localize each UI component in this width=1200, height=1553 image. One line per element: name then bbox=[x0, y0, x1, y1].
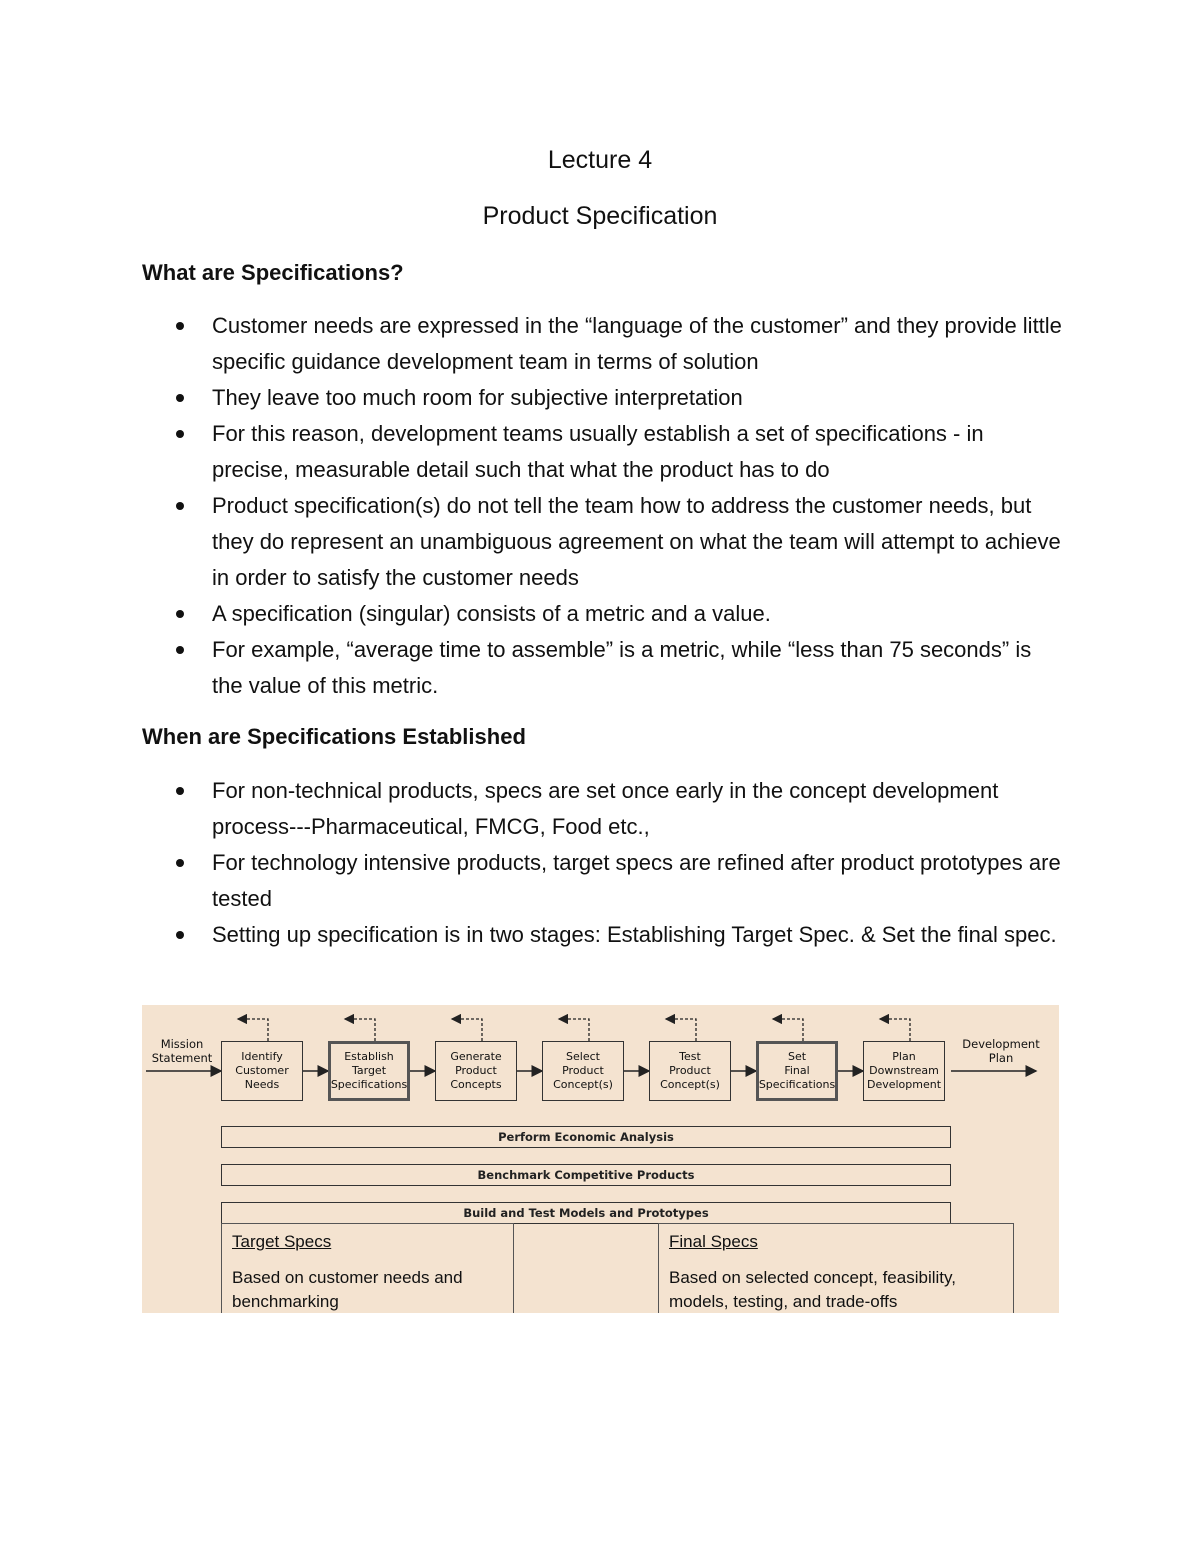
stage-generate-product-concepts: Generate Product Concepts bbox=[435, 1041, 517, 1101]
bullet-list-what bbox=[142, 308, 1062, 704]
bar-benchmark-products: Benchmark Competitive Products bbox=[221, 1164, 951, 1186]
lecture-title: Lecture 4 bbox=[547, 146, 653, 174]
target-specs-title: Target Specs bbox=[232, 1232, 332, 1251]
bullet-text: Setting up specification is in two stages: Establishing Target Spec. & Set the final spec. bbox=[212, 922, 1057, 947]
list-item bbox=[142, 917, 1062, 953]
list-item bbox=[142, 380, 1062, 416]
development-plan-label: Development Plan bbox=[962, 1037, 1040, 1065]
section-heading-what: What are Specifications? bbox=[142, 260, 404, 285]
stage-set-final-specifications: Set Final Specifications bbox=[756, 1041, 838, 1101]
target-specs-box bbox=[221, 1223, 514, 1313]
final-specs-title: Final Specs bbox=[669, 1232, 758, 1251]
stage-establish-target-specifications: Establish Target Specifications bbox=[328, 1041, 410, 1101]
list-item bbox=[142, 488, 1062, 596]
list-item bbox=[142, 416, 1062, 488]
bar-build-test-models: Build and Test Models and Prototypes bbox=[221, 1202, 951, 1224]
list-item bbox=[142, 308, 1062, 380]
stage-identify-customer-needs: Identify Customer Needs bbox=[221, 1041, 303, 1101]
bullet-text: For technology intensive products, target specs are refined after product prototypes are tested bbox=[212, 850, 1061, 911]
document-title: Product Specification bbox=[482, 202, 718, 230]
bullet-text: For this reason, development teams usually establish a set of specifications - in precise, measurable detail such that what the product has to do bbox=[212, 421, 984, 482]
stage-test-product-concepts: Test Product Concept(s) bbox=[649, 1041, 731, 1101]
bullet-list-when bbox=[142, 773, 1062, 953]
bullet-icon bbox=[176, 787, 184, 795]
bullet-icon bbox=[176, 610, 184, 618]
bullet-icon bbox=[176, 322, 184, 330]
bullet-icon bbox=[176, 394, 184, 402]
list-item bbox=[142, 632, 1062, 704]
bullet-text: They leave too much room for subjective interpretation bbox=[212, 385, 743, 410]
list-item bbox=[142, 773, 1062, 845]
bullet-icon bbox=[176, 859, 184, 867]
bullet-text: For example, “average time to assemble” is a metric, while “less than 75 seconds” is the value of this metric. bbox=[212, 637, 1032, 698]
list-item bbox=[142, 845, 1062, 917]
stage-select-product-concepts: Select Product Concept(s) bbox=[542, 1041, 624, 1101]
development-process-figure bbox=[142, 1005, 1059, 1313]
bullet-icon bbox=[176, 646, 184, 654]
section-heading-when: When are Specifications Established bbox=[142, 724, 526, 749]
feedback-arrows bbox=[238, 1019, 910, 1041]
bullet-text: A specification (singular) consists of a metric and a value. bbox=[212, 601, 771, 626]
bullet-text: Product specification(s) do not tell the team how to address the customer needs, but they do represent an unambiguous agreement on what the team will attempt to achieve in order to satisfy the customer needs bbox=[212, 493, 1061, 590]
bar-economic-analysis: Perform Economic Analysis bbox=[221, 1126, 951, 1148]
bullet-icon bbox=[176, 931, 184, 939]
final-specs-body: Based on selected concept, feasibility, models, testing, and trade-offs bbox=[669, 1268, 956, 1311]
mission-statement-label: Mission Statement bbox=[151, 1037, 213, 1065]
bullet-icon bbox=[176, 502, 184, 510]
list-item bbox=[142, 596, 1062, 632]
final-specs-box bbox=[658, 1223, 1014, 1313]
bullet-text: Customer needs are expressed in the “language of the customer” and they provide little specific guidance development team in terms of solution bbox=[212, 313, 1062, 374]
stage-plan-downstream-development: Plan Downstream Development bbox=[863, 1041, 945, 1101]
target-specs-body: Based on customer needs and benchmarking bbox=[232, 1268, 463, 1311]
bullet-text: For non-technical products, specs are set once early in the concept development process---Pharmaceutical, FMCG, Food etc., bbox=[212, 778, 999, 839]
bullet-icon bbox=[176, 430, 184, 438]
